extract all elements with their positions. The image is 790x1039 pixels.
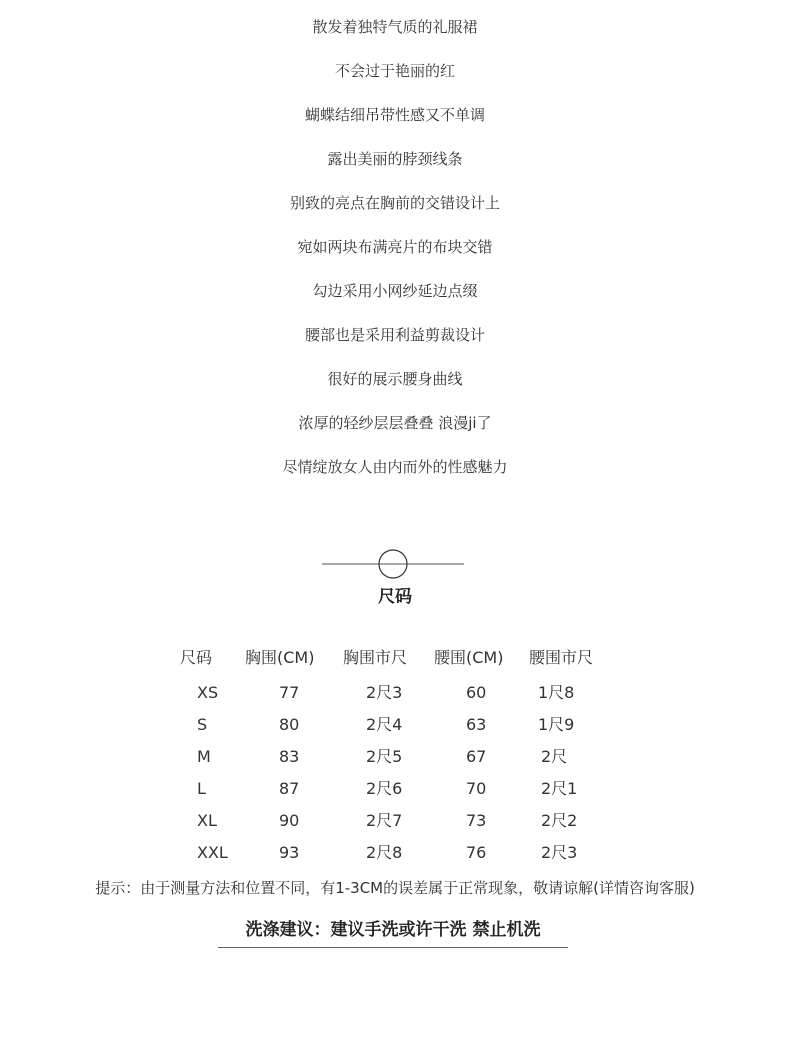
size-cell: XS [197,683,219,702]
size-header: 胸围市尺 [343,648,408,667]
description-line: 浓厚的轻纱层层叠叠 浪漫ji了 [298,414,492,432]
size-cell: M [197,747,211,766]
size-cell: 2尺8 [366,843,403,862]
size-cell: 2尺1 [541,779,578,798]
size-cell: 67 [466,747,487,766]
size-cell: 2尺 [541,747,568,766]
size-header: 腰围市尺 [529,648,594,667]
size-cell: 90 [279,811,300,830]
size-cell: 93 [279,843,300,862]
size-section-title: 尺码 [378,587,412,607]
size-cell: 2尺4 [366,715,403,734]
size-cell: 73 [466,811,487,830]
size-cell: 1尺8 [538,683,575,702]
description-line: 腰部也是采用利益剪裁设计 [304,326,485,344]
size-cell: S [197,715,208,734]
description-line: 不会过于艳丽的红 [334,62,455,80]
description-line: 尽情绽放女人由内而外的性感魅力 [282,458,508,476]
size-cell: 2尺6 [366,779,403,798]
size-cell: 2尺2 [541,811,578,830]
description-line: 勾边采用小网纱延边点缀 [312,282,478,300]
size-cell: 2尺3 [366,683,403,702]
size-header: 胸围(CM) [245,648,315,667]
size-cell: 60 [466,683,487,702]
size-cell: XL [197,811,217,830]
measurement-note: 提示：由于测量方法和位置不同，有1-3CM的误差属于正常现象，敬请谅解(详情咨询客服) [95,879,695,897]
size-header: 尺码 [180,648,213,667]
size-header: 腰围(CM) [434,648,504,667]
description-line: 宛如两块布满亮片的布块交错 [297,238,493,256]
size-cell: 87 [279,779,300,798]
size-cell: 2尺3 [541,843,578,862]
description-line: 蝴蝶结细吊带性感又不单调 [304,106,485,124]
size-cell: L [197,779,206,798]
wash-advice: 洗涤建议：建议手洗或许干洗 禁止机洗 [218,917,568,948]
size-cell: 76 [466,843,487,862]
description-line: 别致的亮点在胸前的交错设计上 [289,194,500,212]
size-cell: 70 [466,779,487,798]
description-line: 很好的展示腰身曲线 [327,370,463,388]
description-line: 散发着独特气质的礼服裙 [312,18,478,36]
description-line: 露出美丽的脖颈线条 [327,150,463,168]
size-cell: 63 [466,715,487,734]
size-cell: 77 [279,683,300,702]
size-cell: XXL [197,843,228,862]
size-cell: 80 [279,715,300,734]
size-cell: 1尺9 [538,715,575,734]
size-cell: 2尺7 [366,811,403,830]
size-cell: 2尺5 [366,747,403,766]
size-cell: 83 [279,747,300,766]
